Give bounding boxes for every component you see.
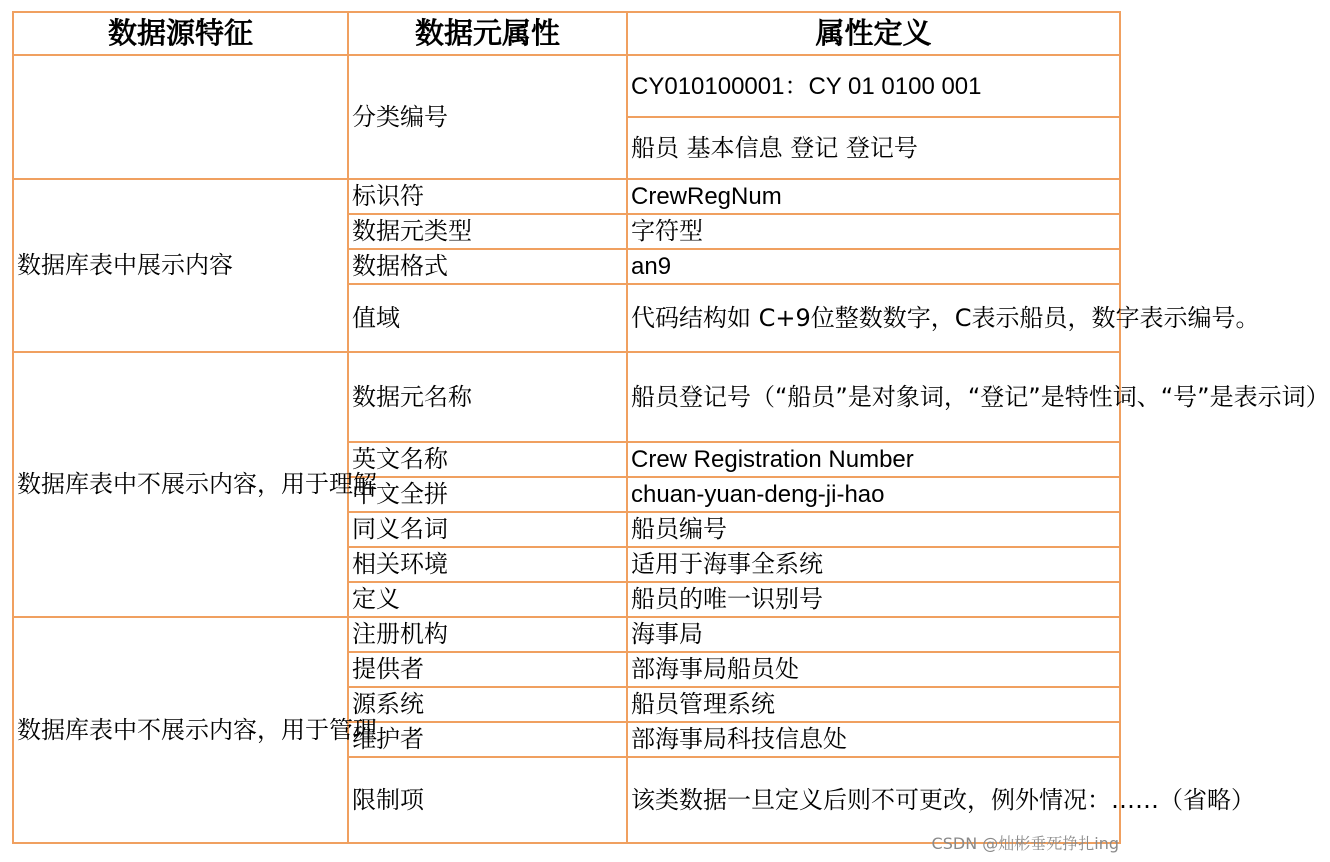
attr-registrar: 注册机构 — [348, 617, 627, 652]
def-element-name: 船员登记号（“船员”是对象词，“登记”是特性词、“号”是表示词） — [627, 352, 1120, 442]
attr-classification-code: 分类编号 — [348, 55, 627, 179]
def-provider: 部海事局船员处 — [627, 652, 1120, 687]
table-row — [13, 617, 1120, 652]
attr-synonym: 同义名词 — [348, 512, 627, 547]
attr-definition: 定义 — [348, 582, 627, 617]
def-restriction: 该类数据一旦定义后则不可更改，例外情况：……（省略） — [627, 757, 1120, 843]
attr-data-type: 数据元类型 — [348, 214, 627, 249]
attr-data-format: 数据格式 — [348, 249, 627, 284]
def-classification-meaning: 船员 基本信息 登记 登记号 — [627, 117, 1120, 179]
feature-cell-empty — [13, 55, 348, 179]
attr-provider: 提供者 — [348, 652, 627, 687]
attr-source-system: 源系统 — [348, 687, 627, 722]
header-row — [13, 12, 1120, 55]
header-attribute: 数据元属性 — [348, 12, 627, 55]
feature-cell-management: 数据库表中不展示内容，用于管理 — [13, 617, 348, 843]
def-synonym: 船员编号 — [627, 512, 1120, 547]
table-row — [13, 55, 1120, 117]
def-data-type: 字符型 — [627, 214, 1120, 249]
table-row — [13, 352, 1120, 442]
def-identifier: CrewRegNum — [627, 179, 1120, 214]
header-feature: 数据源特征 — [13, 12, 348, 55]
def-classification-code: CY010100001：CY 01 0100 001 — [627, 55, 1120, 117]
def-source-system: 船员管理系统 — [627, 687, 1120, 722]
data-element-table — [12, 11, 1330, 844]
def-definition: 船员的唯一识别号 — [627, 582, 1120, 617]
header-definition: 属性定义 — [627, 12, 1120, 55]
attr-pinyin: 中文全拼 — [348, 477, 627, 512]
table-row — [13, 179, 1120, 214]
feature-cell-understanding: 数据库表中不展示内容，用于理解 — [13, 352, 348, 617]
def-value-domain: 代码结构如 C+9位整数数字，C表示船员，数字表示编号。 — [627, 284, 1120, 352]
attr-value-domain: 值域 — [348, 284, 627, 352]
attr-identifier: 标识符 — [348, 179, 627, 214]
attr-context: 相关环境 — [348, 547, 627, 582]
csdn-watermark: CSDN @灿彬垂死挣扎ing — [931, 834, 1119, 853]
feature-cell-displayed: 数据库表中展示内容 — [13, 179, 348, 352]
def-english-name: Crew Registration Number — [627, 442, 1120, 477]
def-registrar: 海事局 — [627, 617, 1120, 652]
def-pinyin: chuan-yuan-deng-ji-hao — [627, 477, 1120, 512]
def-maintainer: 部海事局科技信息处 — [627, 722, 1120, 757]
attr-english-name: 英文名称 — [348, 442, 627, 477]
attr-restriction: 限制项 — [348, 757, 627, 843]
attr-maintainer: 维护者 — [348, 722, 627, 757]
def-context: 适用于海事全系统 — [627, 547, 1120, 582]
attr-element-name: 数据元名称 — [348, 352, 627, 442]
def-data-format: an9 — [627, 249, 1120, 284]
